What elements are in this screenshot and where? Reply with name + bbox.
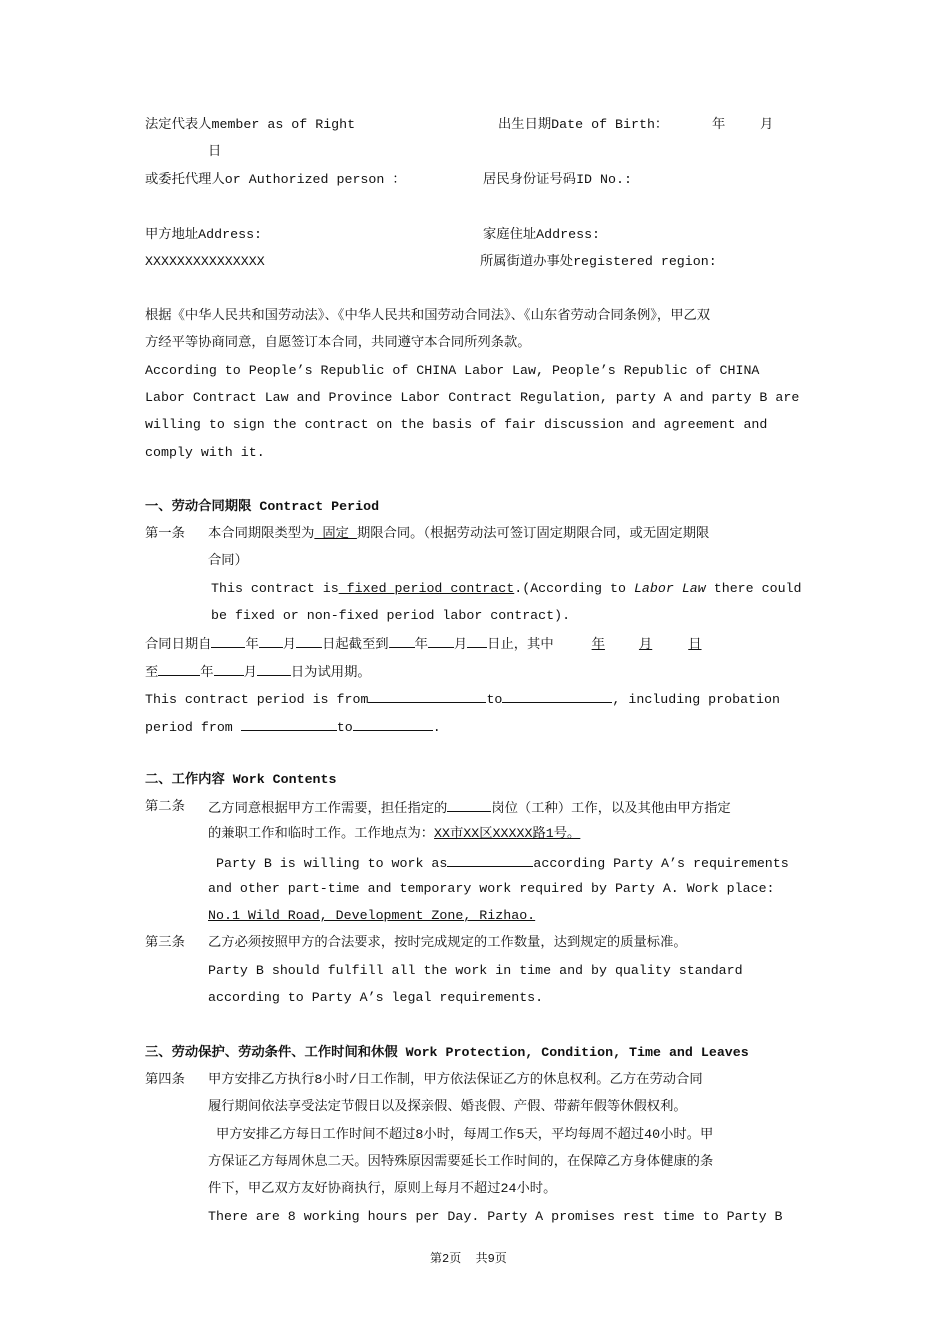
preamble-en-2: Labor Contract Law and Province Labor Contract Regulation, party A and party B are (145, 390, 800, 405)
text: 日起截至到 (322, 637, 389, 652)
end-day-blank[interactable] (467, 634, 487, 648)
start-day-blank[interactable] (296, 634, 322, 648)
dob-label: 出生日期Date of Birth： (498, 117, 669, 132)
contract-dates-en-line1 (145, 689, 780, 709)
text: 本合同期限类型为 (208, 526, 315, 541)
article-1-en-line2: be fixed or non-fixed period labor contract). (211, 608, 571, 623)
text: .(According to (514, 581, 634, 596)
article-4-en-line1: There are 8 working hours per Day. Party A promises rest time to Party B (208, 1209, 783, 1224)
section-3-heading: 三、劳动保护、劳动条件、工作时间和休假 Work Protection, Condition, Time and Leaves (145, 1045, 749, 1060)
article-3-label: 第三条 (145, 935, 185, 950)
text: 期限合同。（根据劳动法可签订固定期限合同，或无固定期限 (356, 526, 710, 541)
text: . (432, 720, 441, 735)
text: 年 (414, 637, 428, 652)
a-address-label: 甲方地址Address: (145, 227, 263, 242)
agent-label: 或委托代理人or Authorized person ： (145, 172, 406, 187)
text: 日 (688, 637, 702, 652)
text: This contract is (211, 581, 339, 596)
text: Party B is willing to work as (208, 856, 448, 871)
section-1-heading: 一、劳动合同期限 Contract Period (145, 499, 380, 514)
article-3-cn: 乙方必须按照甲方的合法要求，按时完成规定的工作数量，达到规定的质量标准。 (208, 935, 687, 950)
article-2-cn-line2 (208, 825, 580, 843)
contract-dates-cn-line1 (145, 634, 714, 654)
text: 日为试用期。 (290, 665, 371, 680)
article-2-cn-line1 (208, 798, 731, 818)
id-no-label: 居民身份证号码ID No.: (483, 172, 632, 187)
probation-end-month-blank[interactable] (214, 662, 244, 676)
probation-to-blank[interactable] (353, 717, 433, 731)
dob-year: 年 (712, 117, 726, 132)
probation-end-year-blank[interactable] (158, 662, 200, 676)
position-blank[interactable] (447, 798, 491, 812)
article-2-en-line1 (208, 853, 789, 873)
text: period from (145, 720, 241, 735)
start-year-blank[interactable] (211, 634, 245, 648)
text: 月 (638, 637, 653, 652)
preamble-en-1: According to People’s Republic of CHINA Labor Law, People’s Republic of CHINA (145, 363, 760, 378)
end-year-blank[interactable] (389, 634, 415, 648)
preamble-cn-1: 根据《中华人民共和国劳动法》、《中华人民共和国劳动合同法》、《山东省劳动合同条例》，甲乙双 (145, 308, 711, 323)
article-2-label: 第二条 (145, 799, 185, 814)
article-3-en-line1: Party B should fulfill all the work in time and by quality standard (208, 963, 743, 978)
a-address-value: XXXXXXXXXXXXXXX (145, 254, 265, 269)
text: 岗位（工种）工作，以及其他由甲方指定 (491, 801, 731, 816)
text: 月 (243, 665, 257, 680)
preamble-en-3: willing to sign the contract on the basis of fair discussion and agreement and (145, 417, 768, 432)
text: 年 (200, 665, 214, 680)
contract-dates-en-line2 (145, 717, 441, 737)
probation-from-blank[interactable] (241, 717, 337, 731)
text: 日止，其中 (487, 637, 554, 652)
position-en-blank[interactable] (447, 853, 533, 867)
to-date-blank[interactable] (502, 689, 612, 703)
end-month-blank[interactable] (428, 634, 454, 648)
dob-day: 日 (208, 144, 222, 159)
text: 合同日期自 (145, 637, 212, 652)
text: there could (705, 581, 802, 596)
dob-month: 月 (760, 117, 774, 132)
contract-dates-cn-line2 (145, 662, 371, 682)
article-1-cn-line2: 合同） (208, 553, 248, 568)
article-1-label: 第一条 (145, 526, 185, 541)
article-1-cn-line1 (208, 525, 709, 543)
text: 月 (453, 637, 468, 652)
region-label: 所属街道办事处registered region: (480, 254, 717, 269)
text: 月 (282, 637, 297, 652)
article-4-cn-line2: 履行期间依法享受法定节假日以及探亲假、婚丧假、产假、带薪年假等休假权利。 (208, 1099, 687, 1114)
work-place-en: No.1 Wild Road, Development Zone, Rizhao. (208, 908, 536, 923)
preamble-cn-2: 方经平等协商同意，自愿签订本合同，共同遵守本合同所列条款。 (145, 335, 531, 350)
contract-type-en-field: fixed period contract (338, 581, 515, 596)
text: 至 (145, 665, 159, 680)
preamble-en-4: comply with it. (145, 445, 265, 460)
article-4-cn-line3: 甲方安排乙方每日工作时间不超过8小时，每周工作5天，平均每周不超过40小时。甲 (208, 1127, 714, 1142)
legal-rep-label: 法定代表人member as of Right (145, 117, 356, 132)
text: 乙方同意根据甲方工作需要，担任指定的 (208, 801, 448, 816)
text: 的兼职工作和临时工作。工作地点为： (208, 826, 435, 841)
text: 年 (591, 637, 605, 652)
text: Labor Law (633, 581, 706, 596)
article-4-cn-line4: 方保证乙方每周休息二天。因特殊原因需要延长工作时间的，在保障乙方身体健康的条 (208, 1154, 714, 1169)
article-4-cn-line1: 甲方安排乙方执行8小时/日工作制，甲方依法保证乙方的休息权利。乙方在劳动合同 (208, 1072, 703, 1087)
article-4-cn-line5: 件下，甲乙双方友好协商执行，原则上每月不超过24小时。 (208, 1181, 557, 1196)
article-3-en-line2: according to Party A’s legal requirements. (208, 990, 544, 1005)
home-address-label: 家庭住址Address: (483, 227, 601, 242)
probation-start-field[interactable] (554, 636, 714, 654)
text: to (336, 720, 353, 735)
page-number: 第2页 共9页 (430, 1252, 507, 1266)
from-date-blank[interactable] (368, 689, 486, 703)
article-4-label: 第四条 (145, 1072, 185, 1087)
text: according Party A’s requirements (533, 856, 789, 871)
start-month-blank[interactable] (259, 634, 283, 648)
article-1-en-line1 (211, 580, 802, 598)
section-2-heading: 二、工作内容 Work Contents (145, 772, 337, 787)
probation-end-day-blank[interactable] (257, 662, 291, 676)
contract-type-field: 固定 (314, 526, 357, 541)
text: This contract period is from (145, 692, 369, 707)
work-place-cn: XX市XX区XXXXX路1号。 (434, 826, 581, 841)
text: , including probation (612, 692, 780, 707)
text: 年 (245, 637, 259, 652)
article-2-en-line2: and other part-time and temporary work required by Party A. Work place: (208, 881, 775, 896)
text: to (486, 692, 503, 707)
